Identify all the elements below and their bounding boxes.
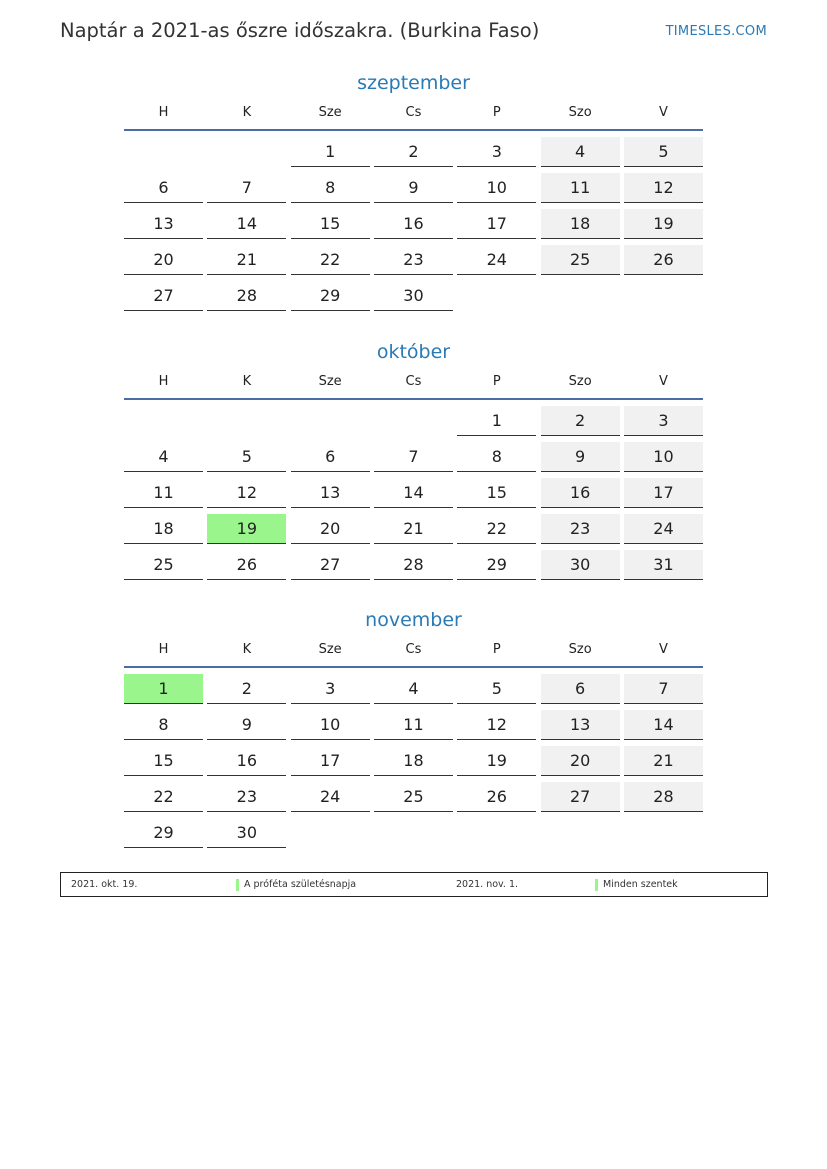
day-cell: 19	[624, 209, 703, 239]
page-title: Naptár a 2021-as őszre időszakra. (Burkina Faso)	[60, 19, 540, 42]
day-cell: 23	[541, 514, 620, 544]
day-cell: 18	[124, 514, 203, 544]
day-cell: 16	[374, 209, 453, 239]
weekday-header: Cs	[405, 642, 422, 657]
weeks	[124, 406, 703, 580]
day-cell: 17	[291, 746, 370, 776]
day-cell: 6	[541, 674, 620, 704]
day-cell: 26	[457, 782, 536, 812]
day-cell: 10	[291, 710, 370, 740]
month-calendar	[124, 338, 703, 586]
day-cell: 5	[457, 674, 536, 704]
week-row	[124, 406, 703, 436]
day-cell: 26	[624, 245, 703, 275]
empty-day-cell	[207, 406, 286, 436]
day-cell: 12	[457, 710, 536, 740]
weekday-header: V	[659, 642, 668, 657]
legend-date: 2021. nov. 1.	[456, 879, 519, 890]
week-row	[124, 442, 703, 472]
day-cell: 21	[374, 514, 453, 544]
day-cell: 3	[291, 674, 370, 704]
holiday-color-swatch	[595, 879, 598, 891]
day-cell: 1	[457, 406, 536, 436]
weekday-row	[124, 97, 703, 129]
day-cell: 12	[207, 478, 286, 508]
day-cell: 9	[541, 442, 620, 472]
week-row	[124, 137, 703, 167]
day-cell: 28	[374, 550, 453, 580]
empty-day-cell	[541, 281, 620, 311]
day-cell: 24	[291, 782, 370, 812]
weekday-header: Szo	[568, 374, 592, 389]
weekday-row	[124, 634, 703, 666]
day-cell: 22	[124, 782, 203, 812]
brand-link[interactable]: TIMESLES.COM	[665, 24, 767, 39]
day-cell: 5	[624, 137, 703, 167]
month-name: november	[365, 609, 462, 631]
weekday-header: P	[492, 374, 501, 389]
weeks	[124, 674, 703, 848]
day-cell: 3	[457, 137, 536, 167]
day-cell: 16	[541, 478, 620, 508]
month-calendar	[124, 69, 703, 317]
day-cell: 9	[374, 173, 453, 203]
day-cell: 21	[207, 245, 286, 275]
day-cell: 30	[207, 818, 286, 848]
week-row	[124, 173, 703, 203]
weekday-header: V	[659, 374, 668, 389]
empty-day-cell	[624, 281, 703, 311]
day-cell: 6	[291, 442, 370, 472]
weekday-header: K	[242, 642, 252, 657]
day-cell: 13	[291, 478, 370, 508]
day-cell: 8	[291, 173, 370, 203]
day-cell: 7	[374, 442, 453, 472]
day-cell: 14	[374, 478, 453, 508]
day-cell: 10	[624, 442, 703, 472]
weekday-header: Sze	[318, 374, 342, 389]
day-cell: 11	[374, 710, 453, 740]
week-row	[124, 746, 703, 776]
day-cell: 6	[124, 173, 203, 203]
day-cell: 17	[457, 209, 536, 239]
day-cell: 26	[207, 550, 286, 580]
weekday-header: H	[158, 374, 169, 389]
day-cell: 10	[457, 173, 536, 203]
day-cell: 14	[624, 710, 703, 740]
week-row	[124, 209, 703, 239]
day-cell: 25	[124, 550, 203, 580]
empty-day-cell	[291, 818, 370, 848]
day-cell: 2	[374, 137, 453, 167]
day-cell: 28	[624, 782, 703, 812]
weekday-header: Sze	[318, 105, 342, 120]
weekday-header: H	[158, 105, 169, 120]
legend-holiday-name	[595, 879, 678, 890]
day-cell: 20	[541, 746, 620, 776]
empty-day-cell	[624, 818, 703, 848]
day-cell: 12	[624, 173, 703, 203]
day-cell: 22	[457, 514, 536, 544]
day-cell: 2	[541, 406, 620, 436]
day-cell: 2	[207, 674, 286, 704]
day-cell: 15	[457, 478, 536, 508]
weekday-header: Szo	[568, 642, 592, 657]
header-divider	[124, 129, 703, 131]
weekday-header: Cs	[405, 105, 422, 120]
day-cell: 13	[124, 209, 203, 239]
day-cell: 23	[207, 782, 286, 812]
day-cell: 11	[124, 478, 203, 508]
day-cell: 27	[291, 550, 370, 580]
day-cell: 5	[207, 442, 286, 472]
holiday-color-swatch	[236, 879, 239, 891]
day-cell: 15	[291, 209, 370, 239]
week-row	[124, 818, 703, 848]
day-cell: 13	[541, 710, 620, 740]
weeks	[124, 137, 703, 311]
day-cell: 28	[207, 281, 286, 311]
week-row	[124, 710, 703, 740]
empty-day-cell	[124, 406, 203, 436]
day-cell: 29	[124, 818, 203, 848]
day-cell: 18	[374, 746, 453, 776]
header-divider	[124, 398, 703, 400]
day-cell: 8	[124, 710, 203, 740]
weekday-header: H	[158, 642, 169, 657]
weekday-row	[124, 366, 703, 398]
day-cell: 3	[624, 406, 703, 436]
header-divider	[124, 666, 703, 668]
legend-holiday-name	[236, 879, 356, 890]
day-cell: 1	[291, 137, 370, 167]
day-cell: 18	[541, 209, 620, 239]
day-cell: 8	[457, 442, 536, 472]
day-cell: 27	[124, 281, 203, 311]
week-row	[124, 514, 703, 544]
day-cell: 29	[291, 281, 370, 311]
month-name: szeptember	[357, 72, 470, 94]
weekday-header: K	[242, 105, 252, 120]
legend-date: 2021. okt. 19.	[71, 879, 138, 890]
weekday-header: V	[659, 105, 668, 120]
weekday-header: Szo	[568, 105, 592, 120]
weekday-header: P	[492, 105, 501, 120]
month-name: október	[376, 341, 451, 363]
day-cell: 24	[624, 514, 703, 544]
day-cell: 29	[457, 550, 536, 580]
weekday-header: Cs	[405, 374, 422, 389]
day-cell: 11	[541, 173, 620, 203]
day-cell: 20	[291, 514, 370, 544]
weekday-header: Sze	[318, 642, 342, 657]
day-cell: 16	[207, 746, 286, 776]
day-cell: 24	[457, 245, 536, 275]
day-cell: 15	[124, 746, 203, 776]
week-row	[124, 674, 703, 704]
empty-day-cell	[124, 137, 203, 167]
week-row	[124, 550, 703, 580]
day-cell: 4	[124, 442, 203, 472]
empty-day-cell	[207, 137, 286, 167]
day-cell: 21	[624, 746, 703, 776]
empty-day-cell	[291, 406, 370, 436]
day-cell: 7	[207, 173, 286, 203]
week-row	[124, 281, 703, 311]
empty-day-cell	[457, 818, 536, 848]
day-cell: 30	[541, 550, 620, 580]
empty-day-cell	[374, 818, 453, 848]
day-cell: 4	[541, 137, 620, 167]
weekday-header: K	[242, 374, 252, 389]
day-cell: 25	[374, 782, 453, 812]
weekday-header: P	[492, 642, 501, 657]
week-row	[124, 478, 703, 508]
day-cell: 7	[624, 674, 703, 704]
day-cell: 17	[624, 478, 703, 508]
day-cell: 4	[374, 674, 453, 704]
day-cell: 25	[541, 245, 620, 275]
week-row	[124, 245, 703, 275]
legend-holiday-label: A próféta születésnapja	[244, 879, 357, 890]
holiday-day-cell: 19	[207, 514, 286, 544]
holiday-day-cell: 1	[124, 674, 203, 704]
day-cell: 19	[457, 746, 536, 776]
day-cell: 23	[374, 245, 453, 275]
day-cell: 30	[374, 281, 453, 311]
day-cell: 27	[541, 782, 620, 812]
week-row	[124, 782, 703, 812]
day-cell: 20	[124, 245, 203, 275]
day-cell: 31	[624, 550, 703, 580]
empty-day-cell	[541, 818, 620, 848]
month-calendar	[124, 606, 703, 854]
day-cell: 9	[207, 710, 286, 740]
holiday-legend	[60, 872, 768, 897]
empty-day-cell	[457, 281, 536, 311]
empty-day-cell	[374, 406, 453, 436]
legend-holiday-label: Minden szentek	[603, 879, 678, 890]
day-cell: 14	[207, 209, 286, 239]
day-cell: 22	[291, 245, 370, 275]
